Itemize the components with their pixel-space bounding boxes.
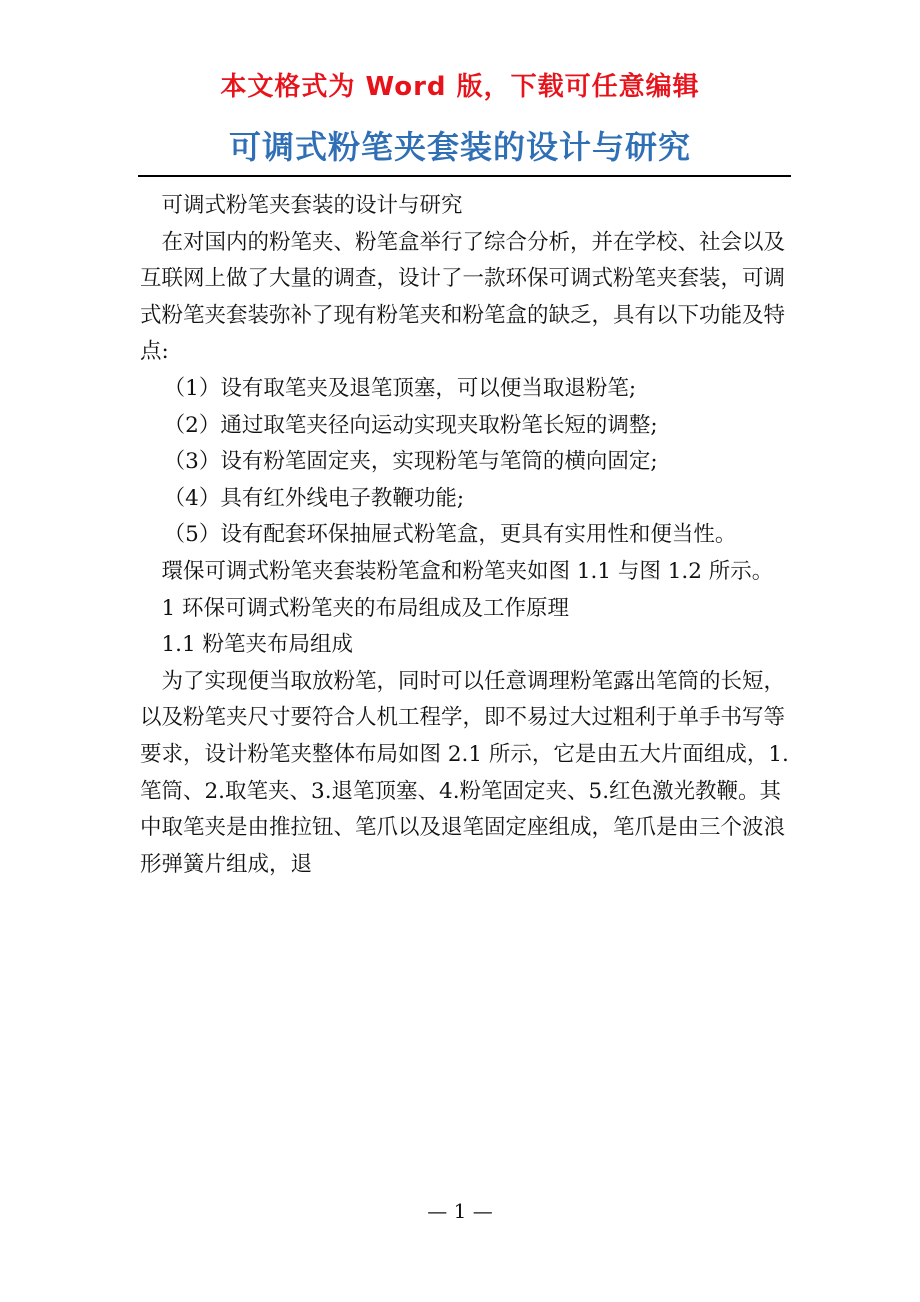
feature-item-5: （5）设有配套环保抽屉式粉笔盒，更具有实用性和便当性。 xyxy=(163,522,737,548)
title-divider xyxy=(138,175,791,177)
intro-paragraph: 在对国内的粉笔夹、粉笔盒举行了综合分析，并在学校、社会以及互联网上做了大量的调查，设计了一款环保可调式粉笔夹套装，可调式粉笔夹套装弥补了现有粉笔夹和粉笔盒的缺乏，具有以下功能及特点: xyxy=(140,229,786,365)
feature-item-1: （1）设有取笔夹及退笔顶塞，可以便当取退粉笔; xyxy=(163,375,637,401)
section-heading-1-1: 1.1 粉笔夹布局组成 xyxy=(161,632,354,658)
feature-item-4: （4）具有红外线电子教鞭功能; xyxy=(163,485,465,511)
document-body xyxy=(140,188,790,883)
format-notice: 本文格式为 Word 版，下载可任意编辑 xyxy=(220,72,700,102)
document-title: 可调式粉笔夹套装的设计与研究 xyxy=(228,128,691,166)
figure-reference-paragraph: 環保可调式粉笔夹套装粉笔盒和粉笔夹如图 1.1 与图 1.2 所示。 xyxy=(161,558,774,584)
section-heading-1: 1 环保可调式粉笔夹的布局组成及工作原理 xyxy=(161,595,570,621)
subtitle-line: 可调式粉笔夹套装的设计与研究 xyxy=(161,193,463,218)
page-number: — 1 — xyxy=(427,1199,493,1223)
feature-item-2: （2）通过取笔夹径向运动实现夹取粉笔长短的调整; xyxy=(163,412,658,438)
body-paragraph: 为了实现便当取放粉笔，同时可以任意调理粉笔露出笔筒的长短，以及粉笔夹尺寸要符合人机工程学，即不易过大过粗利于单手书写等要求，设计粉笔夹整体布局如图 2.1 所示，它是由五大片面组成，1.笔筒、2.取笔夹、3.退笔顶塞、4.粉笔固定夹、5.红色激光教鞭。其中取笔夹是由推拉钮、笔爪以及退笔固定座组成，笔爪是由三个波浪形弹簧片组成，退 xyxy=(140,668,789,877)
feature-item-3: （3）设有粉笔固定夹，实现粉笔与笔筒的横向固定; xyxy=(163,449,658,475)
